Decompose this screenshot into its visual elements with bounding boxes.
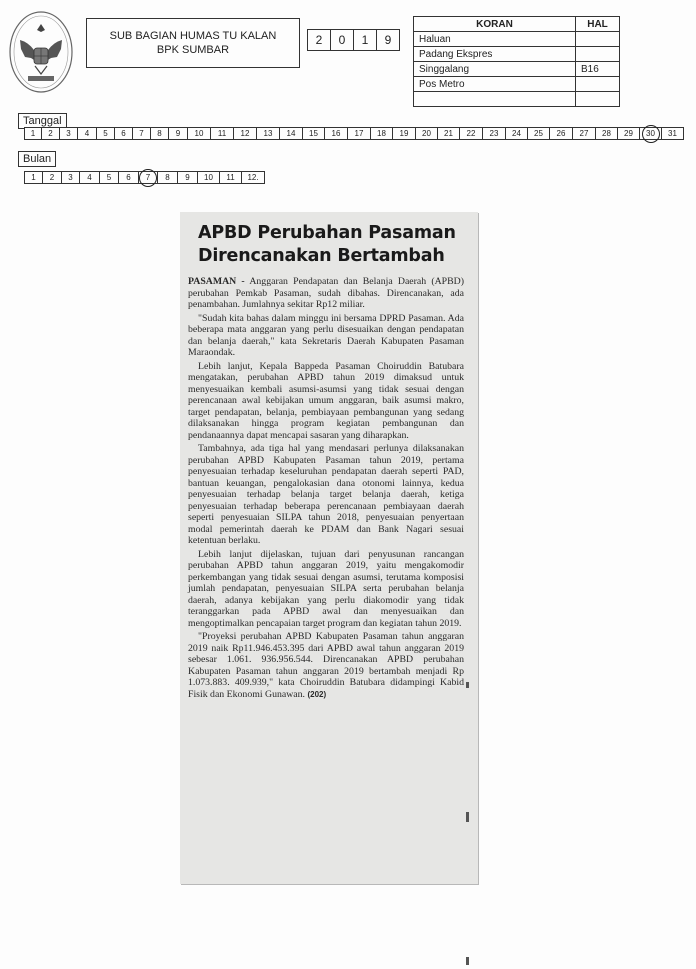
day-cell: 25 bbox=[528, 128, 550, 139]
paragraph: Tambahnya, ada tiga hal yang mendasari perlunya dilaksanakan perubahan APBD Kabupaten Pasaman tahun 2019, pertama penyesuaian terhadap keseluruhan pendapatan daerah seperti PAD, bantuan keuangan, pengalokasian dana otonomi lainnya, kedua penyesuaian terhadap belanja target belanja daerah, ketiga penyesuaian terhadap beberapa perencanaan pembiayaan daerah seperti penyesuaian SILPA tahun 2018, penyesuaian penyertaan modal pemerintah daerah ke PDAM dan Bank Nagari sesuai ketentuan berlaku. bbox=[188, 443, 464, 546]
paragraph bbox=[188, 276, 464, 311]
year-digit: 0 bbox=[331, 30, 354, 50]
day-cell: 30 bbox=[640, 128, 662, 139]
day-cell: 18 bbox=[371, 128, 393, 139]
day-cell: 8 bbox=[151, 128, 169, 139]
table-row bbox=[414, 62, 620, 77]
hal-header: HAL bbox=[576, 17, 620, 32]
day-cell: 17 bbox=[348, 128, 371, 139]
newspaper-name: Padang Ekspres bbox=[414, 47, 576, 62]
day-cell: 4 bbox=[78, 128, 97, 139]
year-digit: 1 bbox=[354, 30, 377, 50]
newspaper-name: Haluan bbox=[414, 32, 576, 47]
day-cell: 13 bbox=[257, 128, 280, 139]
day-row bbox=[24, 127, 684, 140]
month-cell: 3 bbox=[62, 172, 80, 183]
newspaper-page bbox=[576, 77, 620, 92]
koran-header: KORAN bbox=[414, 17, 576, 32]
year-digit: 9 bbox=[384, 33, 392, 47]
newspaper-name bbox=[414, 92, 576, 107]
headline-line: APBD Perubahan Pasaman bbox=[198, 223, 456, 243]
paragraph-text: Anggaran Pendapatan dan Belanja Daerah (APBD) perubahan Pemkab Pasaman, sudah dibahas. Direncanakan, ada penambahan. Jumlahnya sekitar Rp12 miliar. bbox=[188, 276, 464, 310]
day-cell: 11 bbox=[211, 128, 234, 139]
day-cell: 29 bbox=[618, 128, 640, 139]
scan-mark bbox=[466, 682, 469, 688]
year-digit: 2 bbox=[308, 30, 331, 50]
month-cell: 12. bbox=[247, 173, 259, 182]
garuda-emblem-icon bbox=[8, 10, 74, 94]
newspaper-name: Singgalang bbox=[414, 62, 576, 77]
table-row bbox=[414, 77, 620, 92]
article bbox=[188, 222, 464, 702]
month-cell: 5 bbox=[100, 172, 119, 183]
month-cell: 9 bbox=[178, 172, 198, 183]
day-cell: 16 bbox=[325, 128, 348, 139]
paragraph: Lebih lanjut dijelaskan, tujuan dari penyusunan rancangan perubahan APBD tahun anggaran 2019, yaitu mengakomodir perkembangan yang tidak sesuai dengan asumsi, terutama komposisi jumlah pendapatan, penyesuaian SILPA serta perubahan belanja daerah, adanya kebijakan yang perlu diakomodir yang tidak teranggarkan pada APBD awal dan menyesuaikan dan mengoptimalkan pencapaian target program dan kegiatan tahun 2019. bbox=[188, 548, 464, 629]
day-cell: 6 bbox=[115, 128, 133, 139]
day-cell: 1 bbox=[25, 128, 42, 139]
paragraph bbox=[188, 631, 464, 700]
article-headline bbox=[198, 222, 464, 268]
year-box bbox=[307, 29, 400, 51]
paragraph: Lebih lanjut, Kepala Bappeda Pasaman Choiruddin Batubara mengatakan, perubahan APBD tahun 2019 dimaksud untuk menyesuaikan kembali asumsi-asumsi yang tidak sesuai dengan perencanaan awal kebijakan umum anggaran, baik asumsi makro, target pendapatan, belanja, pembiayaan pembangunan yang sedang dilaksanakan hingga program kegiatan pembangunan dan pendanaannya dapat mencapai sasaran yang diharapkan. bbox=[188, 360, 464, 441]
month-cell: 4 bbox=[80, 172, 100, 183]
paragraph-text: "Proyeksi perubahan APBD Kabupaten Pasaman tahun anggaran 2019 naik Rp11.946.453.395 dari APBD awal tahun anggaran 2019 sebesar 1.061. 936.956.544. Direncanakan APBD perubahan Kabupaten Pasaman tahun anggaran 2019 bertambah menjadi Rp 1.073.883. 409.939," kata Choiruddin Batubara didampingi Kabid Fisik dan Ekonomi Gunawan. bbox=[188, 631, 464, 700]
day-cell: 15 bbox=[303, 128, 325, 139]
day-cell: 7 bbox=[133, 128, 151, 139]
newspaper-page bbox=[576, 92, 620, 107]
newspaper-page bbox=[576, 32, 620, 47]
month-cell: 8 bbox=[158, 172, 178, 183]
scan-mark bbox=[466, 812, 469, 822]
month-cell: 1 bbox=[25, 172, 43, 183]
table-row bbox=[414, 92, 620, 107]
newspaper-page: B16 bbox=[576, 62, 620, 77]
month-cell: 6 bbox=[119, 172, 139, 183]
day-cell: 26 bbox=[550, 128, 573, 139]
newspaper-page bbox=[576, 47, 620, 62]
headline-line: Direncanakan Bertambah bbox=[198, 246, 445, 266]
tanggal-label: Tanggal bbox=[18, 113, 67, 129]
day-cell: 28 bbox=[596, 128, 618, 139]
day-cell: 20 bbox=[416, 128, 438, 139]
day-cell: 19 bbox=[393, 128, 416, 139]
day-cell: 10 bbox=[188, 128, 211, 139]
day-cell: 12 bbox=[234, 128, 257, 139]
day-cell: 27 bbox=[573, 128, 596, 139]
article-code: (202) bbox=[307, 689, 327, 699]
newspaper-name: Pos Metro bbox=[414, 77, 576, 92]
month-row bbox=[24, 171, 265, 184]
table-row bbox=[414, 32, 620, 47]
day-cell: 14 bbox=[280, 128, 303, 139]
day-cell: 5 bbox=[97, 128, 115, 139]
month-cell: 11 bbox=[220, 172, 242, 183]
day-cell: 23 bbox=[483, 128, 506, 139]
article-body bbox=[188, 276, 464, 700]
day-cell: 21 bbox=[438, 128, 460, 139]
newspaper-table bbox=[413, 16, 620, 107]
day-cell: 3 bbox=[60, 128, 78, 139]
paragraph: "Sudah kita bahas dalam minggu ini bersama DPRD Pasaman. Ada beberapa mata anggaran yang perlu disesuaikan dengan pendapatan dan belanja daerah," kata Sekretaris Daerah Kabupaten Pasaman Maraondak. bbox=[188, 312, 464, 358]
office-unit: BPK SUMBAR bbox=[156, 44, 230, 56]
day-cell: 9 bbox=[169, 128, 188, 139]
dateline: PASAMAN - bbox=[188, 276, 245, 287]
newspaper-clipping bbox=[180, 212, 478, 884]
month-cell: 2 bbox=[43, 172, 62, 183]
scan-mark bbox=[466, 957, 469, 965]
month-cell: 10 bbox=[198, 172, 220, 183]
day-cell: 24 bbox=[506, 128, 528, 139]
office-header-box bbox=[86, 18, 300, 68]
table-row bbox=[414, 47, 620, 62]
day-cell: 31 bbox=[668, 129, 677, 138]
office-name: SUB BAGIAN HUMAS TU KALAN bbox=[109, 30, 277, 42]
day-cell: 2 bbox=[42, 128, 60, 139]
bulan-label: Bulan bbox=[18, 151, 56, 167]
month-cell: 7 bbox=[139, 172, 158, 183]
day-cell: 22 bbox=[460, 128, 483, 139]
